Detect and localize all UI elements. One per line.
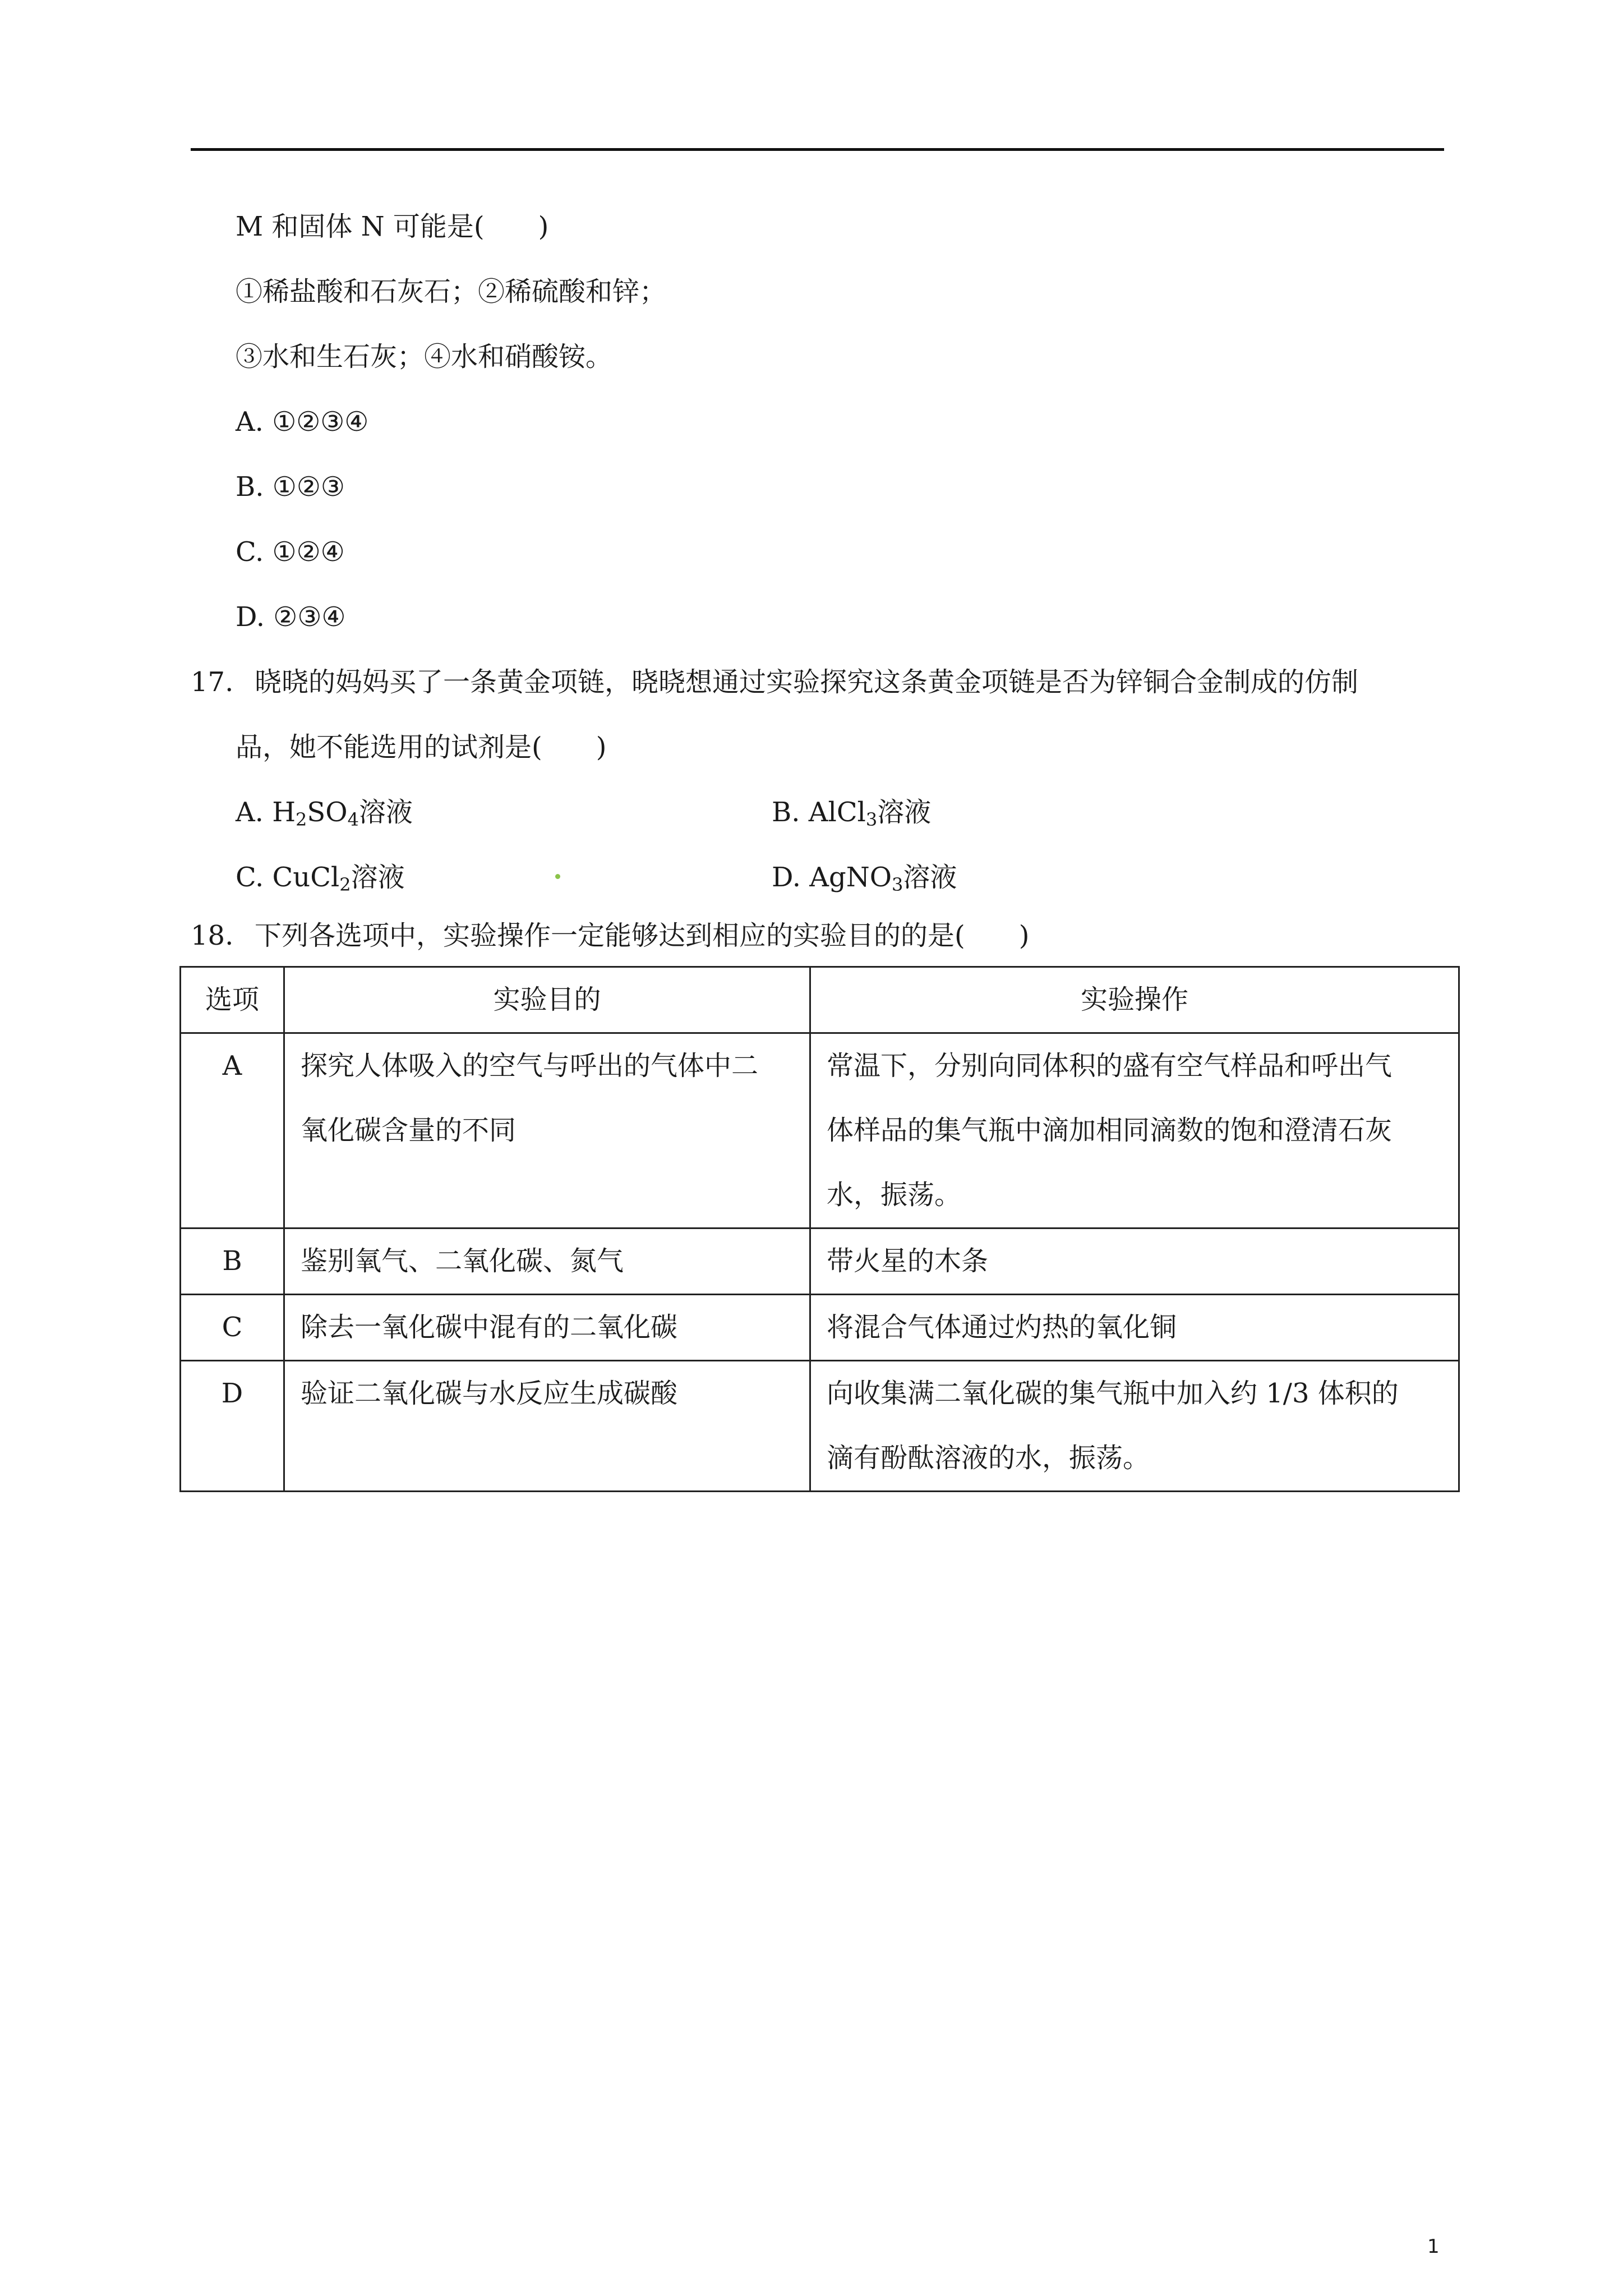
q16-option-b: B. ①②③ — [236, 471, 345, 503]
q16-items-line1: ①稀盐酸和石灰石；②稀硫酸和锌； — [236, 276, 667, 307]
row-a-option: A — [181, 1033, 284, 1228]
header-operation: 实验操作 — [810, 967, 1459, 1033]
row-c-option: C — [181, 1295, 284, 1361]
row-a-purpose: 探究人体吸入的空气与呼出的气体中二 氧化碳含量的不同 — [284, 1033, 810, 1228]
header-rule — [191, 148, 1444, 151]
q17-stem-line2: 品，她不能选用的试剂是( ) — [236, 731, 607, 763]
q17-option-c: C. CuCl$_2$溶液 — [236, 862, 405, 895]
table-row-d — [181, 1361, 1459, 1492]
row-c-purpose: 除去一氧化碳中混有的二氧化碳 — [284, 1295, 810, 1361]
header-option: 选项 — [181, 967, 284, 1033]
row-d-option: D — [181, 1361, 284, 1492]
q16-option-c: C. ①②④ — [236, 536, 345, 568]
table-row-b — [181, 1228, 1459, 1295]
table-header-row — [181, 967, 1459, 1033]
q17-stem-line1: 晓晓的妈妈买了一条黄金项链，晓晓想通过实验探究这条黄金项链是否为锌铜合金制成的仿制 — [255, 666, 1359, 698]
q17-number: 17. — [191, 666, 234, 698]
page-number: 1 — [1427, 2235, 1440, 2258]
row-c-operation: 将混合气体通过灼热的氧化铜 — [810, 1295, 1459, 1361]
q17-option-d: D. AgNO$_3$溶液 — [772, 862, 957, 895]
q18-stem: 下列各选项中，实验操作一定能够达到相应的实验目的的是( ) — [255, 920, 1030, 951]
row-a-operation: 常温下，分别向同体积的盛有空气样品和呼出气 体样品的集气瓶中滴加相同滴数的饱和澄清石灰 水，振荡。 — [810, 1033, 1459, 1228]
q17-option-a: A. $H_2SO_4$溶液 — [236, 797, 413, 830]
q16-continuation: M 和固体 N 可能是( ) — [236, 211, 549, 242]
q17-option-b: B. AlCl$_3$溶液 — [772, 797, 932, 830]
row-b-operation: 带火星的木条 — [810, 1228, 1459, 1295]
row-d-operation: 向收集满二氧化碳的集气瓶中加入约 1/3 体积的 滴有酚酞溶液的水，振荡。 — [810, 1361, 1459, 1492]
q16-items-line2: ③水和生石灰；④水和硝酸铵。 — [236, 341, 613, 372]
header-purpose: 实验目的 — [284, 967, 810, 1033]
experiment-table — [179, 966, 1460, 1492]
q16-option-d: D. ②③④ — [236, 601, 346, 633]
row-d-purpose: 验证二氧化碳与水反应生成碳酸 — [284, 1361, 810, 1492]
row-b-option: B — [181, 1228, 284, 1295]
table-row-a — [181, 1033, 1459, 1228]
q18-number: 18. — [191, 920, 234, 951]
table-row-c — [181, 1295, 1459, 1361]
q16-option-a: A. ①②③④ — [236, 406, 369, 438]
green-dot-mark — [555, 874, 560, 879]
row-b-purpose: 鉴别氧气、二氧化碳、氮气 — [284, 1228, 810, 1295]
